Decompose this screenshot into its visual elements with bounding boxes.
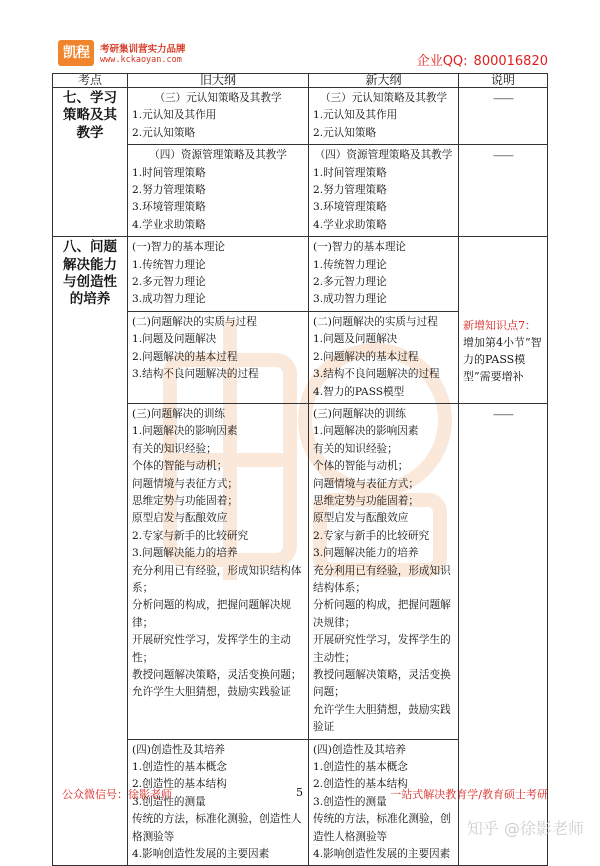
- brand-url[interactable]: www.kckaoyan.com: [100, 55, 182, 65]
- outline-line: 2.元认知策略: [132, 126, 196, 139]
- outline-line: 1.时间管理策略: [313, 166, 387, 179]
- outline-line: （四）资源管理策略及其教学: [314, 149, 453, 162]
- outline-line: （四）资源管理策略及其教学: [149, 149, 287, 162]
- outline-line: 1.问题及问题解决: [313, 333, 398, 346]
- qq-contact: [417, 50, 548, 69]
- outline-line: 2.多元智力理论: [313, 276, 387, 289]
- page-number: 5: [296, 786, 303, 799]
- outline-line: (三)问题解决的训练: [313, 407, 407, 420]
- outline-line: 分析问题的构成，把握问题解决规律；: [313, 599, 451, 629]
- outline-line: （三）元认知策略及其教学: [319, 92, 448, 104]
- note-cell: [459, 237, 548, 312]
- outline-line: 开展研究性学习，发挥学生的主动性；: [132, 634, 291, 664]
- outline-line: 1.时间管理策略: [132, 166, 206, 179]
- outline-line: 2.专家与新手的比较研究: [132, 529, 249, 542]
- old-outline-cell: [128, 739, 309, 866]
- outline-line: 4.智力的PASS模型: [313, 385, 405, 398]
- footer-wechat: 公众微信号：徐影老师: [62, 788, 172, 801]
- syllabus-comparison-table: [52, 73, 548, 866]
- table-row: [53, 88, 548, 145]
- outline-line: 2.努力管理策略: [313, 184, 387, 197]
- footer-slogan: 一站式解决教育学/教育硕士考研: [390, 788, 548, 801]
- note-cell: ——: [459, 403, 548, 866]
- outline-line: 3.结构不良问题解决的过程: [313, 368, 440, 381]
- qq-number: 800016820: [473, 54, 548, 69]
- outline-line: (一)智力的基本理论: [313, 241, 407, 254]
- outline-line: 个体的智能与动机；: [313, 460, 409, 473]
- note-cell: ——: [459, 145, 548, 237]
- outline-line: 3.环境管理策略: [313, 201, 387, 214]
- column-header-topic: 考点: [53, 74, 128, 88]
- outline-line: 3.问题解决能力的培养: [313, 547, 419, 560]
- outline-line: 有关的知识经验；: [132, 442, 217, 455]
- table-row: [53, 145, 548, 237]
- page-header: [0, 0, 600, 74]
- zhihu-watermark: 知乎 @徐影老师: [466, 819, 584, 838]
- outline-line: (一)智力的基本理论: [132, 241, 226, 254]
- outline-line: 4.学业求助策略: [132, 218, 206, 231]
- outline-line: 个体的智能与动机；: [132, 460, 228, 473]
- brand-logo: 凯程: [58, 40, 94, 66]
- new-outline-cell: [309, 145, 459, 237]
- outline-line: 传统的方法，标准化测验，创造性人格测验等: [313, 813, 451, 843]
- outline-line: 1.问题及问题解决: [132, 333, 217, 346]
- outline-line: 2.努力管理策略: [132, 184, 206, 197]
- table-row: [53, 403, 548, 739]
- outline-line: (四)创造性及其培养: [132, 743, 226, 756]
- qq-label: 企业QQ:: [416, 54, 468, 69]
- outline-line: 3.创造性的测量: [132, 795, 206, 808]
- outline-line: 2.问题解决的基本过程: [313, 350, 419, 363]
- old-outline-cell: [128, 88, 309, 145]
- outline-line: 4.影响创造性发展的主要因素: [313, 848, 451, 861]
- outline-line: 1.传统智力理论: [132, 258, 206, 271]
- new-knowledge-note: [459, 311, 548, 403]
- outline-line: 1.元认知及其作用: [132, 109, 217, 122]
- outline-line: 1.传统智力理论: [313, 258, 387, 271]
- new-knowledge-desc: 增加第4小节“智力的PASS模型”需要增补: [463, 336, 542, 384]
- outline-line: 充分利用已有经验，形成知识结构体系；: [132, 564, 302, 594]
- outline-line: 开展研究性学习，发挥学生的主动性；: [313, 634, 451, 664]
- table-row: [53, 237, 548, 312]
- outline-line: 3.成功智力理论: [132, 293, 206, 306]
- outline-line: 2.专家与新手的比较研究: [313, 529, 430, 542]
- outline-line: 1.问题解决的影响因素: [313, 425, 419, 438]
- table-row: [53, 311, 548, 403]
- outline-line: 1.创造性的基本概念: [313, 761, 408, 774]
- outline-line: 问题情境与表征方式；: [313, 477, 419, 490]
- outline-line: 思维定势与功能固着；: [313, 494, 419, 507]
- topic-cell: 八、问题解决能力与创造性的培养: [53, 237, 128, 866]
- outline-line: 允许学生大胆猜想，鼓励实践验证: [313, 703, 451, 734]
- outline-line: 1.元认知及其作用: [313, 109, 398, 122]
- outline-line: 3.结构不良问题解决的过程: [132, 368, 259, 381]
- new-outline-cell: [309, 403, 459, 739]
- outline-line: 教授问题解决策略，灵活变换问题；: [132, 669, 302, 681]
- old-outline-cell: [128, 403, 309, 739]
- brand-slogan: 考研集训营实力品牌: [100, 44, 186, 55]
- outline-line: 有关的知识经验；: [313, 442, 398, 455]
- outline-line: 思维定势与功能固着；: [132, 494, 238, 507]
- outline-line: 3.创造性的测量: [313, 795, 387, 808]
- note-cell: ——: [459, 88, 548, 145]
- outline-line: 教授问题解决策略，灵活变换问题；: [313, 669, 451, 699]
- outline-line: (二)问题解决的实质与过程: [132, 315, 257, 328]
- outline-line: 3.问题解决能力的培养: [132, 547, 238, 560]
- outline-line: 分析问题的构成，把握问题解决规律；: [132, 599, 291, 629]
- outline-line: 3.成功智力理论: [313, 293, 387, 306]
- outline-line: 3.环境管理策略: [132, 201, 206, 214]
- new-knowledge-label: 新增知识点7：: [463, 319, 536, 333]
- new-outline-cell: [309, 237, 459, 312]
- old-outline-cell: [128, 311, 309, 403]
- outline-line: 原型启发与酝酿效应: [132, 512, 228, 525]
- column-header-new: 新大纲: [309, 74, 459, 88]
- column-header-old: 旧大纲: [128, 74, 309, 88]
- new-outline-cell: [309, 311, 459, 403]
- outline-line: (二)问题解决的实质与过程: [313, 315, 438, 328]
- outline-line: 2.问题解决的基本过程: [132, 350, 238, 363]
- outline-line: (四)创造性及其培养: [313, 743, 407, 756]
- outline-line: 2.元认知策略: [313, 126, 377, 139]
- old-outline-cell: [128, 237, 309, 312]
- outline-line: 传统的方法，标准化测验，创造性人格测验等: [132, 813, 302, 843]
- outline-line: 1.创造性的基本概念: [132, 761, 227, 774]
- old-outline-cell: [128, 145, 309, 237]
- outline-line: (三)问题解决的训练: [132, 407, 226, 420]
- outline-line: 2.多元智力理论: [132, 276, 206, 289]
- outline-line: 原型启发与酝酿效应: [313, 512, 409, 525]
- outline-line: 4.影响创造性发展的主要因素: [132, 848, 270, 861]
- outline-line: 1.问题解决的影响因素: [132, 425, 238, 438]
- outline-line: 问题情境与表征方式；: [132, 477, 238, 490]
- new-outline-cell: [309, 88, 459, 145]
- outline-line: 4.学业求助策略: [313, 218, 387, 231]
- topic-cell: 七、学习策略及其教学: [53, 88, 128, 237]
- outline-line: 2.创造性的基本结构: [313, 778, 408, 791]
- outline-line: （三）元认知策略及其教学: [154, 92, 282, 104]
- new-outline-cell: [309, 739, 459, 866]
- column-header-note: 说明: [459, 74, 548, 88]
- outline-line: 允许学生大胆猜想，鼓励实践验证: [132, 686, 291, 699]
- outline-line: 充分利用已有经验，形成知识结构体系；: [313, 564, 451, 594]
- outline-line: 2.创造性的基本结构: [132, 778, 227, 791]
